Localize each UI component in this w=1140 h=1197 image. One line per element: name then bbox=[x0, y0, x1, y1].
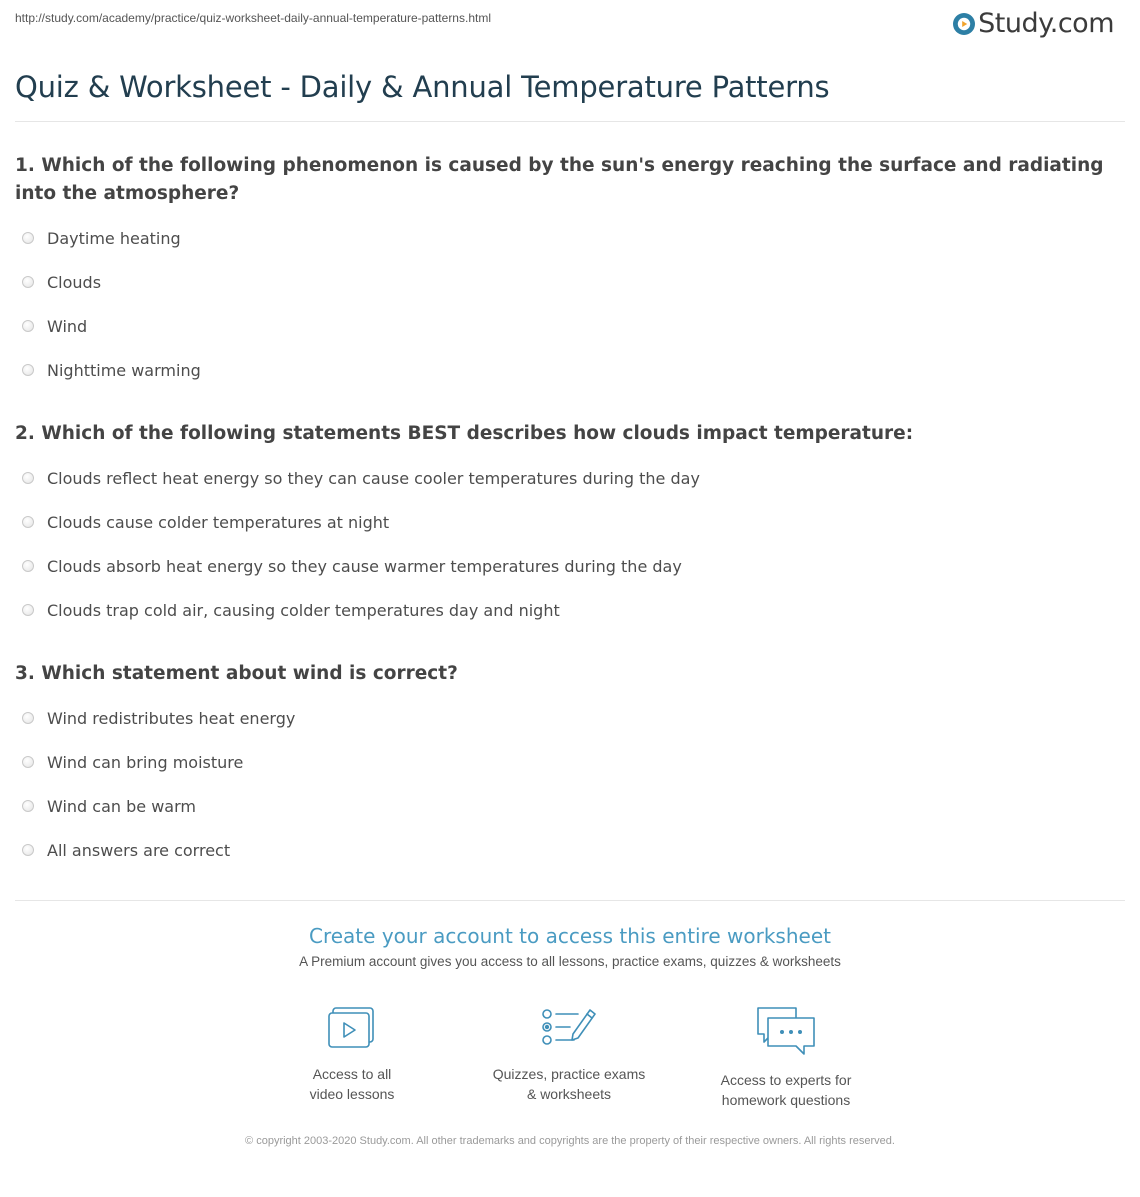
radio-button[interactable] bbox=[22, 364, 34, 376]
cta-subtitle: A Premium account gives you access to all lessons, practice exams, quizzes & worksheets bbox=[299, 954, 841, 969]
answer-label: All answers are correct bbox=[47, 840, 231, 860]
question-2 bbox=[15, 420, 1120, 448]
answer-label: Clouds absorb heat energy so they cause warmer temperatures during the day bbox=[47, 556, 682, 576]
answer-choice-2c[interactable] bbox=[22, 555, 682, 577]
title-divider bbox=[15, 121, 1125, 122]
radio-button[interactable] bbox=[22, 320, 34, 332]
play-circle-icon bbox=[953, 13, 975, 35]
answer-label: Clouds reflect heat energy so they can cause cooler temperatures during the day bbox=[47, 468, 700, 488]
question-1-text: 1. Which of the following phenomenon is caused by the sun's energy reaching the surface and radiating into the atmosphere? bbox=[15, 155, 1104, 204]
feature-label: Access to all video lessons bbox=[309, 1066, 395, 1102]
cta-title-link[interactable]: Create your account to access this entire worksheet bbox=[309, 924, 831, 948]
feature-experts bbox=[686, 1004, 886, 1110]
question-3-text: 3. Which statement about wind is correct? bbox=[15, 663, 458, 684]
answer-label: Wind can be warm bbox=[47, 796, 196, 816]
answer-choice-1c[interactable] bbox=[22, 315, 87, 337]
cta-divider bbox=[15, 900, 1125, 901]
radio-button[interactable] bbox=[22, 276, 34, 288]
answer-choice-1d[interactable] bbox=[22, 359, 201, 381]
radio-button[interactable] bbox=[22, 712, 34, 724]
logo-text: Study.com bbox=[978, 8, 1114, 39]
answer-choice-3b[interactable] bbox=[22, 751, 243, 773]
answer-choice-1b[interactable] bbox=[22, 271, 101, 293]
answer-label: Daytime heating bbox=[47, 228, 181, 248]
chat-bubbles-icon bbox=[686, 1004, 886, 1056]
radio-button[interactable] bbox=[22, 756, 34, 768]
video-lessons-icon bbox=[252, 1004, 452, 1050]
feature-quizzes bbox=[469, 1004, 669, 1104]
radio-button[interactable] bbox=[22, 800, 34, 812]
study-logo[interactable] bbox=[953, 8, 1114, 39]
radio-button[interactable] bbox=[22, 604, 34, 616]
answer-choice-1a[interactable] bbox=[22, 227, 181, 249]
radio-button[interactable] bbox=[22, 560, 34, 572]
page-url: http://study.com/academy/practice/quiz-worksheet-daily-annual-temperature-patterns.html bbox=[15, 11, 491, 25]
question-1 bbox=[15, 152, 1120, 208]
feature-label: Access to experts for homework questions bbox=[720, 1072, 852, 1108]
answer-choice-2a[interactable] bbox=[22, 467, 700, 489]
question-3 bbox=[15, 660, 1120, 688]
answer-label: Clouds cause colder temperatures at night bbox=[47, 512, 390, 532]
answer-choice-3c[interactable] bbox=[22, 795, 196, 817]
answer-label: Wind bbox=[47, 316, 88, 336]
copyright-notice: © copyright 2003-2020 Study.com. All other trademarks and copyrights are the property of their respective owners. All rights reserved. bbox=[245, 1135, 895, 1147]
answer-choice-3d[interactable] bbox=[22, 839, 230, 861]
question-2-text: 2. Which of the following statements BEST describes how clouds impact temperature: bbox=[15, 423, 914, 444]
quiz-checklist-icon bbox=[469, 1004, 669, 1050]
feature-label: Quizzes, practice exams & worksheets bbox=[492, 1066, 646, 1102]
radio-button[interactable] bbox=[22, 516, 34, 528]
radio-button[interactable] bbox=[22, 844, 34, 856]
answer-label: Nighttime warming bbox=[47, 360, 201, 380]
page-title: Quiz & Worksheet - Daily & Annual Temperature Patterns bbox=[15, 70, 830, 104]
signup-cta bbox=[0, 924, 1140, 969]
answer-label: Wind redistributes heat energy bbox=[47, 708, 296, 728]
answer-label: Wind can bring moisture bbox=[47, 752, 244, 772]
answer-choice-2d[interactable] bbox=[22, 599, 560, 621]
radio-button[interactable] bbox=[22, 472, 34, 484]
answer-choice-3a[interactable] bbox=[22, 707, 295, 729]
radio-button[interactable] bbox=[22, 232, 34, 244]
answer-label: Clouds trap cold air, causing colder temperatures day and night bbox=[47, 600, 560, 620]
answer-label: Clouds bbox=[47, 272, 102, 292]
feature-video-lessons bbox=[252, 1004, 452, 1104]
answer-choice-2b[interactable] bbox=[22, 511, 389, 533]
